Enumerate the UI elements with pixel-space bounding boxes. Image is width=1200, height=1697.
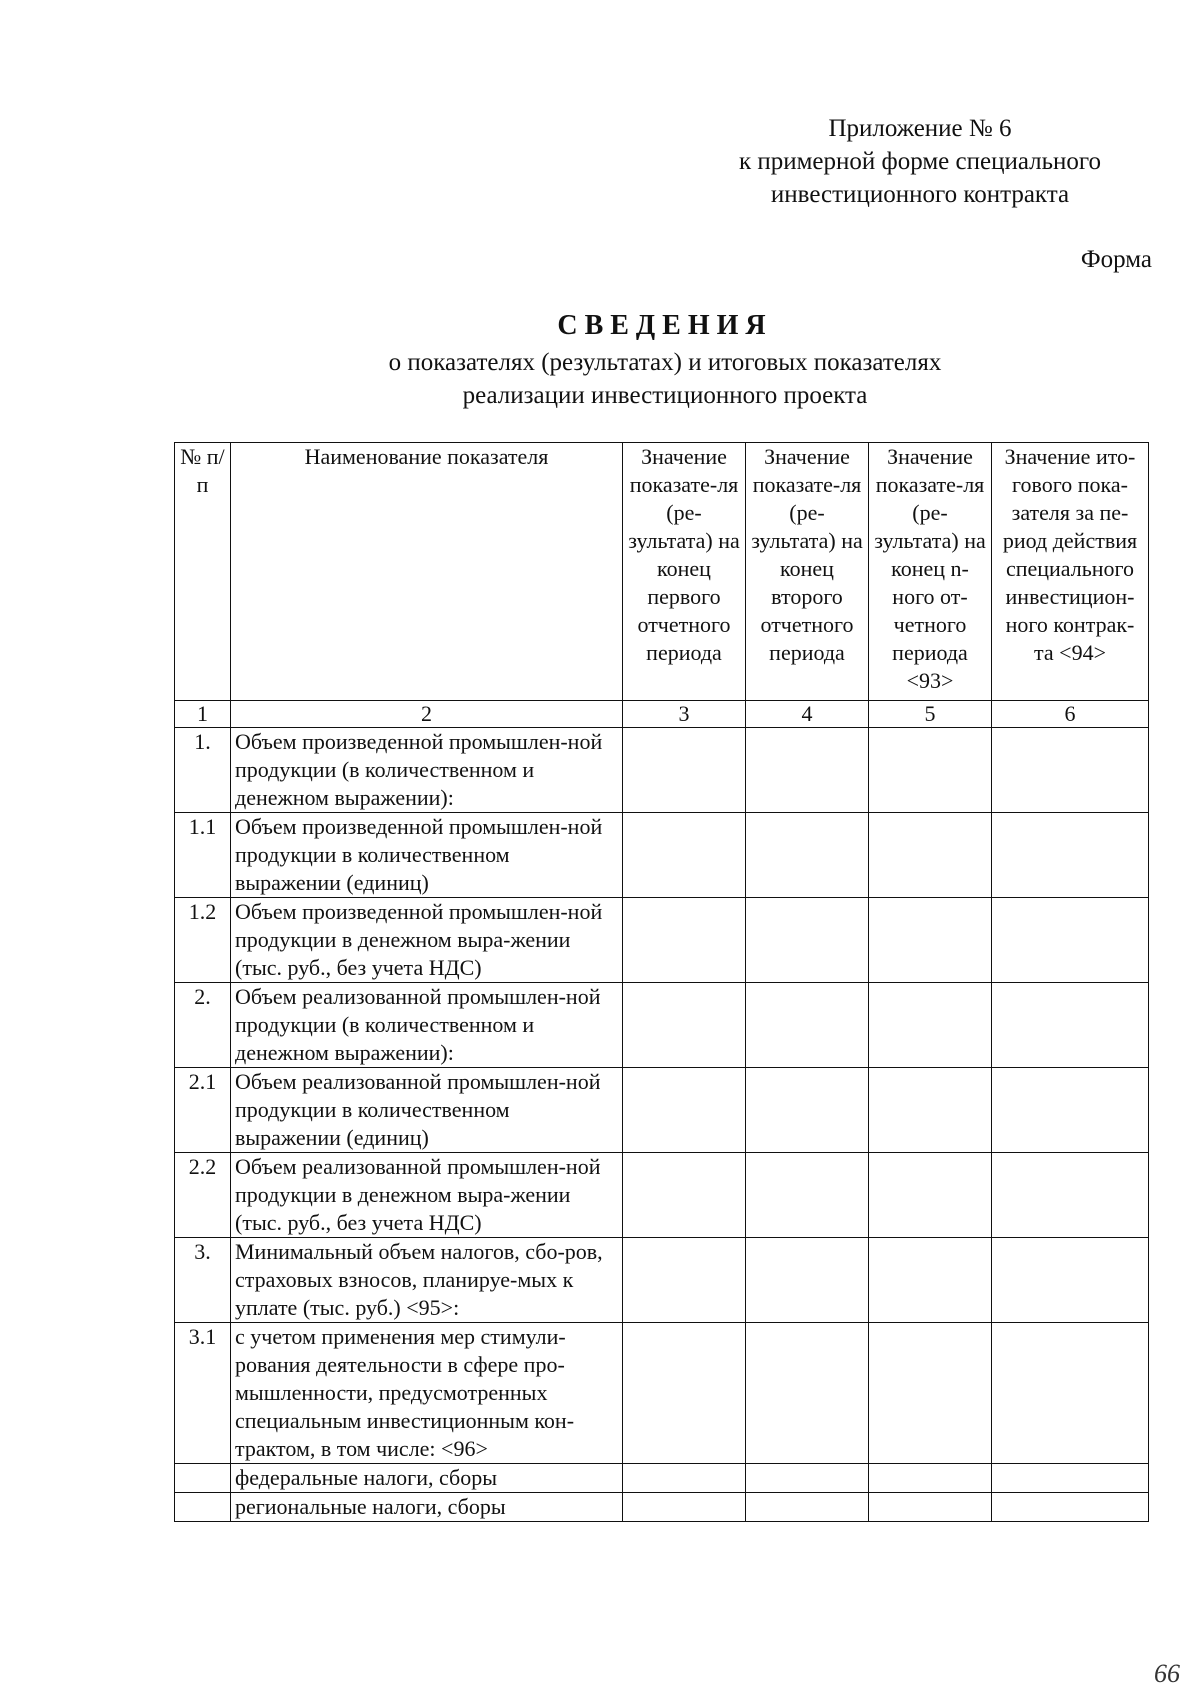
header-first-period: Значение показате-ля (ре-зультата) на конец первого отчетного периода <box>623 443 746 701</box>
subtitle-line-1: о показателях (результатах) и итоговых показателях <box>388 349 942 376</box>
value-cell <box>746 1153 869 1238</box>
column-numbers-row <box>175 701 1149 728</box>
page-number-mark: 66 <box>1154 1659 1180 1688</box>
row-name: Объем реализованной промышлен-ной продукции (в количественном и денежном выражении): <box>231 983 623 1068</box>
value-cell <box>623 1068 746 1153</box>
row-name: федеральные налоги, сборы <box>231 1464 623 1493</box>
value-cell <box>869 813 992 898</box>
row-name: Объем произведенной промышлен-ной продукции в количественном выражении (единиц) <box>231 813 623 898</box>
row-number: 2.2 <box>175 1153 231 1238</box>
header-number: № п/п <box>175 443 231 701</box>
table-row <box>175 1153 1149 1238</box>
table-row <box>175 983 1149 1068</box>
header-indicator-name: Наименование показателя <box>231 443 623 701</box>
appendix-line-3: инвестиционного контракта <box>770 181 1070 208</box>
row-number: 2.1 <box>175 1068 231 1153</box>
table-row <box>175 1464 1149 1493</box>
table-row <box>175 1323 1149 1464</box>
table-row <box>175 728 1149 813</box>
value-cell <box>992 1323 1149 1464</box>
value-cell <box>623 728 746 813</box>
column-number: 4 <box>746 701 869 728</box>
value-cell <box>869 728 992 813</box>
value-cell <box>623 1238 746 1323</box>
row-name: Объем произведенной промышлен-ной продукции в денежном выра-жении (тыс. руб., без учета НДС) <box>231 898 623 983</box>
value-cell <box>623 1153 746 1238</box>
value-cell <box>746 1238 869 1323</box>
value-cell <box>746 1493 869 1522</box>
document-subtitle <box>0 346 1200 412</box>
row-name: Объем реализованной промышлен-ной продукции в денежном выра-жении (тыс. руб., без учета НДС) <box>231 1153 623 1238</box>
value-cell <box>869 983 992 1068</box>
form-label: Форма <box>1080 246 1152 273</box>
value-cell <box>869 1323 992 1464</box>
column-number: 5 <box>869 701 992 728</box>
value-cell <box>869 1068 992 1153</box>
value-cell <box>746 1323 869 1464</box>
column-number: 6 <box>992 701 1149 728</box>
row-name: с учетом применения мер стимули-рования деятельности в сфере про-мышленности, предусмотренных специальным инвестиционным кон-трактом, в том числе: <96> <box>231 1323 623 1464</box>
value-cell <box>623 1323 746 1464</box>
row-name: региональные налоги, сборы <box>231 1493 623 1522</box>
value-cell <box>992 813 1149 898</box>
row-number: 1.1 <box>175 813 231 898</box>
value-cell <box>992 898 1149 983</box>
row-number: 1. <box>175 728 231 813</box>
value-cell <box>623 983 746 1068</box>
value-cell <box>746 1068 869 1153</box>
value-cell <box>623 1493 746 1522</box>
row-number: 1.2 <box>175 898 231 983</box>
value-cell <box>869 1153 992 1238</box>
row-name: Объем произведенной промышлен-ной продукции (в количественном и денежном выражении): <box>231 728 623 813</box>
table-row <box>175 813 1149 898</box>
row-number: 3. <box>175 1238 231 1323</box>
value-cell <box>992 728 1149 813</box>
row-name: Объем реализованной промышлен-ной продукции в количественном выражении (единиц) <box>231 1068 623 1153</box>
header-second-period: Значение показате-ля (ре-зультата) на конец второго отчетного периода <box>746 443 869 701</box>
value-cell <box>992 1153 1149 1238</box>
value-cell <box>623 1464 746 1493</box>
value-cell <box>746 898 869 983</box>
table-row <box>175 1068 1149 1153</box>
subtitle-line-2: реализации инвестиционного проекта <box>462 382 868 409</box>
value-cell <box>869 1493 992 1522</box>
value-cell <box>746 1464 869 1493</box>
table-row <box>175 1493 1149 1522</box>
value-cell <box>623 898 746 983</box>
table-header-row <box>175 443 1149 701</box>
column-number: 2 <box>231 701 623 728</box>
column-number: 1 <box>175 701 231 728</box>
row-number <box>175 1464 231 1493</box>
value-cell <box>746 813 869 898</box>
header-nth-period: Значение показате-ля (ре-зультата) на конец n-ного от-четного периода <93> <box>869 443 992 701</box>
row-name: Минимальный объем налогов, сбо-ров, страховых взносов, планируе-мых к уплате (тыс. руб.) <95>: <box>231 1238 623 1323</box>
row-number: 3.1 <box>175 1323 231 1464</box>
header-total-value: Значение ито-гового пока-зателя за пе-риод действия специального инвестицион-ного контрак-та <94> <box>992 443 1149 701</box>
value-cell <box>869 1238 992 1323</box>
value-cell <box>992 1493 1149 1522</box>
appendix-header <box>700 112 1140 211</box>
indicators-table <box>174 442 1149 1522</box>
value-cell <box>623 813 746 898</box>
value-cell <box>746 983 869 1068</box>
row-number <box>175 1493 231 1522</box>
value-cell <box>992 1238 1149 1323</box>
value-cell <box>992 1068 1149 1153</box>
value-cell <box>869 898 992 983</box>
table-row <box>175 898 1149 983</box>
row-number: 2. <box>175 983 231 1068</box>
value-cell <box>992 1464 1149 1493</box>
document-title: СВЕДЕНИЯ <box>557 310 773 341</box>
value-cell <box>869 1464 992 1493</box>
appendix-line-1: Приложение № 6 <box>828 115 1012 142</box>
value-cell <box>992 983 1149 1068</box>
value-cell <box>746 728 869 813</box>
table-row <box>175 1238 1149 1323</box>
column-number: 3 <box>623 701 746 728</box>
appendix-line-2: к примерной форме специального <box>738 148 1102 175</box>
